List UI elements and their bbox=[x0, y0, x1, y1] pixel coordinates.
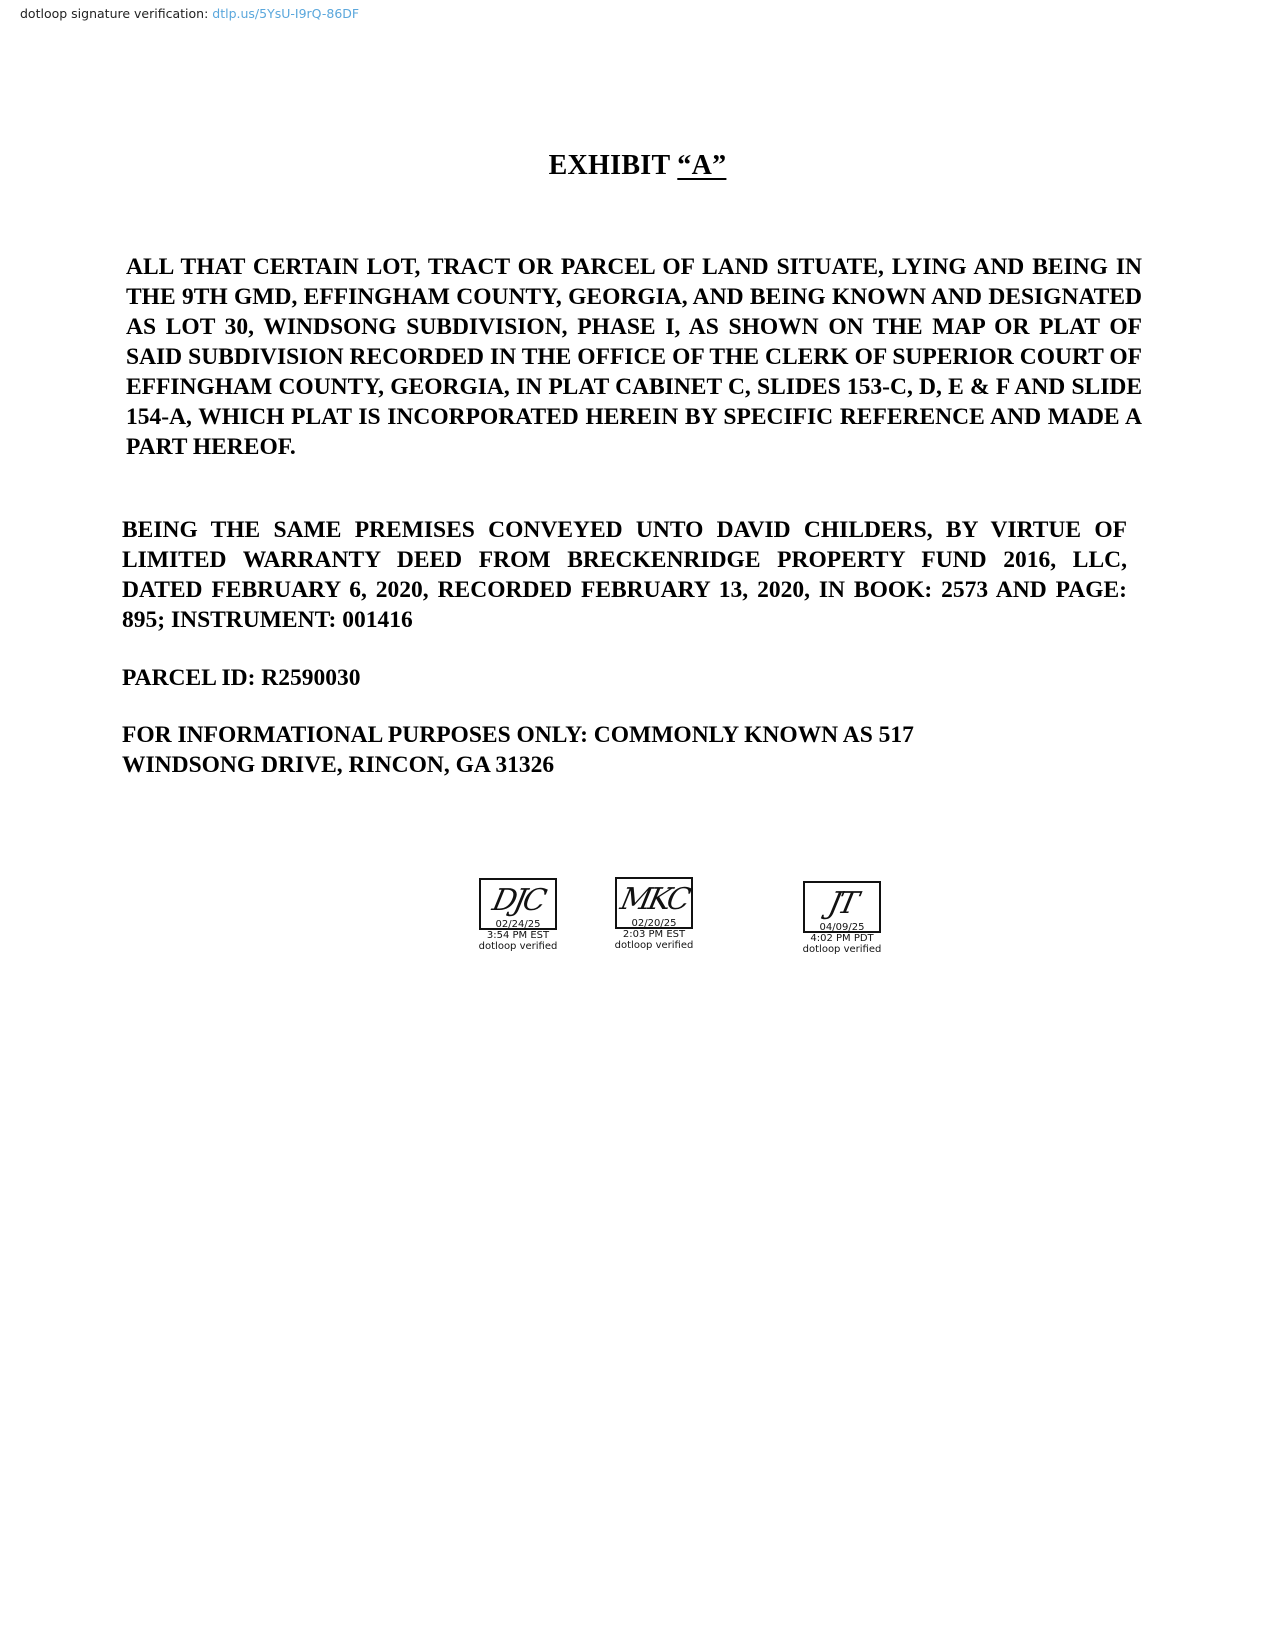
signature-date: 02/20/25 bbox=[631, 918, 677, 929]
parcel-id: PARCEL ID: R2590030 bbox=[122, 665, 361, 691]
signature-initials: DJC bbox=[489, 883, 547, 918]
signature-verified-label: dotloop verified bbox=[614, 940, 694, 951]
signature-date: 04/09/25 bbox=[819, 922, 865, 933]
legal-description-paragraph: ALL THAT CERTAIN LOT, TRACT OR PARCEL OF LAND SITUATE, LYING AND BEING IN THE 9TH GMD, EFFINGHAM COUNTY, GEORGIA, AND BEING KNOWN AND DESIGNATED AS LOT 30, WINDSONG SUBDIVISION, PHASE I, AS SHOWN ON THE MAP OR PLAT OF SAID SUBDIVISION RECORDED IN THE OFFICE OF THE CLERK OF SUPERIOR COURT OF EFFINGHAM COUNTY, GEORGIA, IN PLAT CABINET C, SLIDES 153-C, D, E & F AND SLIDE 154-A, WHICH PLAT IS INCORPORATED HEREIN BY SPECIFIC REFERENCE AND MADE A PART HEREOF. bbox=[126, 254, 1142, 460]
signature-verification-bar bbox=[20, 6, 359, 21]
exhibit-title-letter: “A” bbox=[677, 150, 727, 181]
signature-time: 4:02 PM PDT bbox=[810, 933, 874, 944]
signature-stamp-box bbox=[615, 877, 693, 929]
signature-verified-label: dotloop verified bbox=[478, 941, 558, 952]
signature-stamp-jt bbox=[787, 881, 897, 955]
signature-time: 3:54 PM EST bbox=[486, 930, 550, 941]
signature-initials: JT bbox=[825, 886, 859, 921]
signature-stamp-djc bbox=[463, 878, 573, 952]
signature-verified-label: dotloop verified bbox=[802, 944, 882, 955]
premises-paragraph: BEING THE SAME PREMISES CONVEYED UNTO DAVID CHILDERS, BY VIRTUE OF LIMITED WARRANTY DEED FROM BRECKENRIDGE PROPERTY FUND 2016, LLC, DATED FEBRUARY 6, 2020, RECORDED FEBRUARY 13, 2020, IN BOOK: 2573 AND PAGE: 895; INSTRUMENT: 001416 bbox=[122, 517, 1127, 633]
commonly-known-paragraph: FOR INFORMATIONAL PURPOSES ONLY: COMMONLY KNOWN AS 517 WINDSONG DRIVE, RINCON, GA 31326 bbox=[122, 722, 914, 778]
signature-stamp-box bbox=[479, 878, 557, 930]
exhibit-title bbox=[0, 150, 1275, 182]
exhibit-title-prefix: EXHIBIT bbox=[548, 150, 670, 181]
verification-link[interactable]: dtlp.us/5YsU-I9rQ-86DF bbox=[212, 6, 360, 21]
signature-initials: MKC bbox=[617, 882, 691, 917]
signature-date: 02/24/25 bbox=[495, 919, 541, 930]
signature-stamp-box bbox=[803, 881, 881, 933]
signature-time: 2:03 PM EST bbox=[622, 929, 686, 940]
signature-stamp-mkc bbox=[599, 877, 709, 951]
verification-label: dotloop signature verification: bbox=[20, 6, 209, 21]
